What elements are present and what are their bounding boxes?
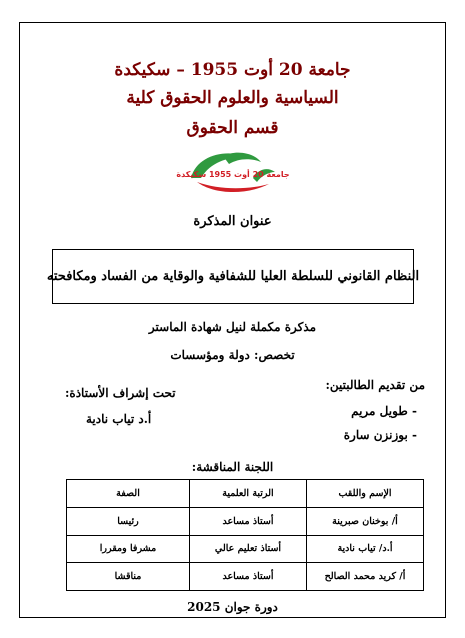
degree-subtitle: مذكرة مكملة لنيل شهادة الماستر: [148, 320, 317, 334]
university-name: جامعة 20 أوت 1955 – سكيكدة: [114, 60, 351, 80]
committee-label: اللجنة المناقشة:: [191, 460, 274, 474]
memo-title: النظام القانوني للسلطة العليا للشفافية والوقاية من الفساد ومكافحته: [46, 269, 420, 284]
student-name: - بوزنزن سارة: [343, 428, 417, 442]
supervisor-name: أ.د تياب نادية: [86, 412, 152, 426]
specialization: تخصص: دولة ومؤسسات: [170, 348, 295, 362]
member-rank: أستاذ مساعد: [190, 507, 307, 535]
university-logo: [176, 148, 290, 200]
member-role: رئيسا: [67, 507, 190, 535]
supervisor-label: تحت إشراف الأستاذة:: [65, 386, 176, 400]
table-row: [67, 563, 424, 591]
member-rank: أستاذ مساعد: [190, 563, 307, 591]
session-date: دورة جوان 2025: [187, 600, 278, 614]
member-rank: أستاذ تعليم عالي: [190, 535, 307, 563]
memo-title-box: [46, 249, 420, 304]
table-row: [67, 507, 424, 535]
memo-label: عنوان المذكرة: [193, 214, 272, 229]
students-label: من تقديم الطالبتين:: [325, 378, 425, 392]
header-name: الإسم واللقب: [307, 480, 424, 508]
header-rank: الرتبة العلمية: [190, 480, 307, 508]
student-name: - طويل مريم: [351, 404, 417, 418]
member-name: أ/ كريد محمد الصالح: [307, 563, 424, 591]
header-role: الصفة: [67, 480, 190, 508]
member-name: أ/ بوخنان صبرينة: [307, 507, 424, 535]
member-role: مشرفا ومقررا: [67, 535, 190, 563]
member-role: مناقشا: [67, 563, 190, 591]
department-name: قسم الحقوق: [186, 118, 279, 138]
table-row: [67, 535, 424, 563]
committee-table: [66, 479, 424, 591]
member-name: أ.د/ تياب نادية: [307, 535, 424, 563]
table-header-row: [67, 480, 424, 508]
faculty-name: السياسية والعلوم الحقوق كلية: [126, 88, 339, 108]
logo-text: جامعة 20 أوت 1955 سكيكدة: [176, 170, 290, 179]
